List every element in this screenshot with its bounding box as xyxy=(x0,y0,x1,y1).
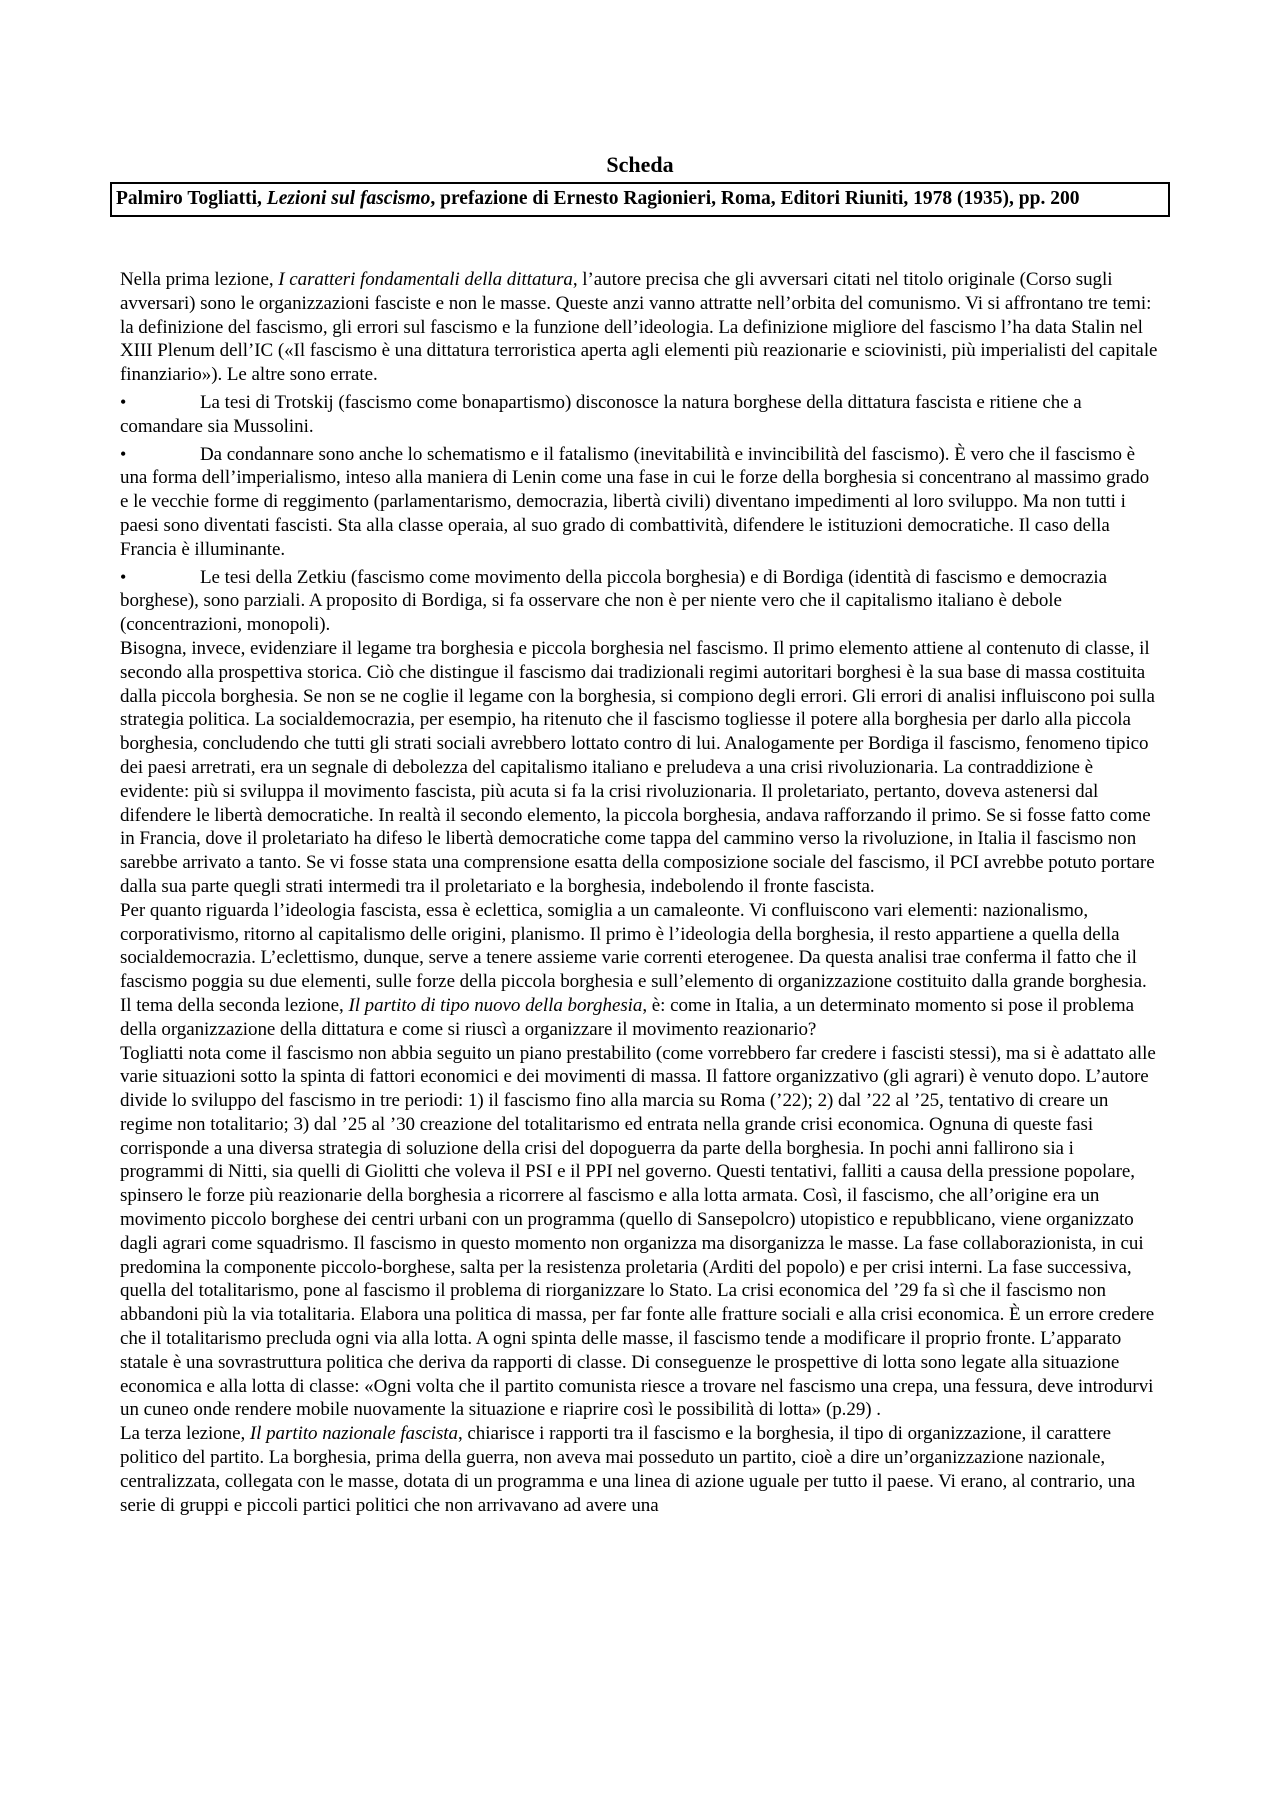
document-body xyxy=(120,268,1160,1517)
paragraph-first-lesson xyxy=(120,268,1160,387)
paragraph-text: La terza lezione, xyxy=(120,1423,250,1445)
paragraph-periods: Togliatti nota come il fascismo non abbia seguito un piano prestabilito (come vorrebbero far credere i fascisti stessi), ma si è adattato alle varie situazioni sotto la spinta di fattori economici e dei movimenti di massa. Il fattore organizzativo (gli agrari) è venuto dopo. L’autore divide lo sviluppo del fascismo in tre periodi: 1) il fascismo fino alla marcia su Roma (’22); 2) dal ’22 al ’25, tentativo di creare un regime non totalitario; 3) dal ’25 al ’30 creazione del totalitarismo ed entrata nella grande crisi economica. Ognuna di queste fasi corrisponde a una diversa strategia di soluzione della crisi del dopoguerra da parte della borghesia. In pochi anni fallirono sia i programmi di Nitti, sia quelli di Giolitti che voleva il PSI e il PPI nel governo. Questi tentativi, falliti a causa della pressione popolare, spinsero le forze più reazionarie della borghesia a ricorrere al fascismo e alla lotta armata. Così, il fascismo, che all’origine era un movimento piccolo borghese dei centri urbani con un programma (quello di Sansepolcro) utopistico e repubblicano, viene organizzato dagli agrari come squadrismo. Il fascismo in questo momento non organizza ma disorganizza le masse. La fase collaborazionista, in cui predomina la componente piccolo-borghese, salta per la resistenza proletaria (Arditi del popolo) e per crisi interni. La fase successiva, quella del totalitarismo, pone al fascismo il problema di riorganizzare lo Stato. La crisi economica del ’29 fa sì che il fascismo non abbandoni più la via totalitaria. Elabora una politica di massa, per far fonte alle fratture sociali e alla crisi economica. È un errore credere che il totalitarismo precluda ogni via alla lotta. A ogni spinta delle masse, il fascismo tende a modificare il proprio fronte. L’apparato statale è una sovrastruttura politica che deriva da rapporti di classe. Di conseguenze le prospettive di lotta sono legate alla situazione economica e alla lotta di classe: «Ogni volta che il partito comunista riesce a trovare nel fascismo una crepa, una fessura, deve introdurvi un cuneo onde rendere mobile nuovamente la situazione e riaprire così le possibilità di lotta» (p.29) . xyxy=(120,1042,1156,1421)
paragraph-class-analysis: Bisogna, invece, evidenziare il legame tra borghesia e piccola borghesia nel fascismo. Il primo elemento attiene al contenuto di classe, il secondo alla prospettiva storica. Ciò che distingue il fascismo dai tradizionali regimi autoritari borghesi è la sua base di massa costituita dalla piccola borghesia. Se non se ne coglie il legame con la borghesia, si compiono degli errori. Gli errori di analisi influiscono poi sulla strategia politica. La socialdemocrazia, per esempio, ha ritenuto che il fascismo togliesse il potere alla borghesia per darlo alla piccola borghesia, concludendo che tutti gli strati sociali avrebbero lottato contro di lui. Analogamente per Bordiga il fascismo, fenomeno tipico dei paesi arretrati, era un segnale di debolezza del capitalismo italiano e preludeva a una crisi rivoluzionaria. La contraddizione è evidente: più si sviluppa il movimento fascista, più acuta si fa la crisi rivoluzionaria. Il proletariato, pertanto, doveva astenersi dal difendere le libertà democratiche. In realtà il secondo elemento, la piccola borghesia, andava rafforzando il primo. Se si fosse fatto come in Francia, dove il proletariato ha difeso le libertà democratiche come tappa del cammino verso la rivoluzione, in Italia il fascismo non sarebbe arrivato a tanto. Se vi fosse stata una comprensione esatta della composizione sociale del fascismo, il PCI avrebbe potuto portare dalla sua parte quegli strati intermedi tra il proletariato e la borghesia, indebolendo il fronte fascista. xyxy=(120,637,1155,897)
reference-details: , prefazione di Ernesto Ragionieri, Roma, Editori Riuniti, 1978 (1935), pp. 200 xyxy=(430,188,1080,209)
lesson-title: I caratteri fondamentali della dittatura xyxy=(278,269,573,290)
paragraph-text: , l’autore precisa che gli avversari citati nel titolo originale (Corso sugli avversari) sono le organizzazioni fasciste e non le masse. Queste anzi vanno attratte nell’orbita del comunismo. Vi si affrontano tre temi: la definizione del fascismo, gli errori sul fascismo e la funzione dell’ideologia. La definizione migliore del fascismo l’ha data Stalin nel XIII Plenum dell’IC («Il fascismo è una dittatura terroristica aperta agli elementi più reazionarie e sciovinisti, più imperialisti del capitale finanziario»). Le altre sono errate. xyxy=(120,269,1158,386)
bullet-item xyxy=(120,391,1160,439)
paragraph-second-lesson xyxy=(120,994,1160,1042)
paragraph-ideology: Per quanto riguarda l’ideologia fascista, essa è eclettica, somiglia a un camaleonte. Vi confluiscono vari elementi: nazionalismo, corporativismo, ritorno al capitalismo delle origini, planismo. Il primo è l’ideologia della borghesia, il resto appartiene a quella della socialdemocrazia. L’eclettismo, dunque, serve a tenere assieme varie correnti eterogenee. Da questa analisi trae conferma il fatto che il fascismo poggia su due elementi, sulle forze della piccola borghesia e sull’elemento di organizzazione costituito dalla grande borghesia. xyxy=(120,899,1147,993)
bullet-icon: • xyxy=(120,391,127,412)
reference-author: Palmiro Togliatti, xyxy=(116,188,267,209)
bullet-icon: • xyxy=(120,566,127,587)
lesson-title: Il partito di tipo nuovo della borghesia xyxy=(348,994,643,1016)
bullet-icon: • xyxy=(120,443,127,464)
bullet-item xyxy=(120,566,1160,637)
bullet-text: Le tesi della Zetkiu (fascismo come movimento della piccola borghesia) e di Bordiga (identità di fascismo e democrazia borghese), sono parziali. A proposito di Bordiga, si fa osservare che non è per niente vero che il capitalismo italiano è debole (concentrazioni, monopoli). xyxy=(120,566,1108,636)
lesson-title: Il partito nazionale fascista xyxy=(249,1423,458,1445)
reference-book-title: Lezioni sul fascismo xyxy=(266,188,431,209)
paragraph-text: Il tema della seconda lezione, xyxy=(120,994,349,1016)
bibliographic-reference xyxy=(110,182,1170,217)
paragraph-text: , è: come in Italia, a un determinato momento si pose il problema della organizzazione della dittatura e come si riuscì a organizzare il movimento reazionario? xyxy=(120,994,1135,1040)
paragraph-text: Nella prima lezione, xyxy=(120,269,279,290)
bullet-item xyxy=(120,443,1160,562)
paragraph-text: , chiarisce i rapporti tra il fascismo e la borghesia, il tipo di organizzazione, il carattere politico del partito. La borghesia, prima della guerra, non aveva mai posseduto un partito, cioè a dire un’organizzazione nazionale, centralizzata, collegata con le masse, dotata di un programma e una linea di azione uguale per tutto il paese. Vi erano, al contrario, una serie di gruppi e piccoli partici politici che non arrivavano ad avere una xyxy=(120,1423,1136,1516)
document-title: Scheda xyxy=(606,152,674,177)
bullet-text: La tesi di Trotskij (fascismo come bonapartismo) disconosce la natura borghese della dittatura fascista e ritiene che a comandare sia Mussolini. xyxy=(120,391,1082,437)
bullet-text: Da condannare sono anche lo schematismo e il fatalismo (inevitabilità e invincibilità del fascismo). È vero che il fascismo è una forma dell’imperialismo, inteso alla maniera di Lenin come una fase in cui le forze della borghesia si concentrano al massimo grado e le vecchie forme di reggimento (parlamentarismo, democrazia, libertà civili) diventano impedimenti al loro sviluppo. Ma non tutti i paesi sono diventati fascisti. Sta alla classe operaia, al suo grado di combattività, difendere le istituzioni democratiche. Il caso della Francia è illuminante. xyxy=(120,443,1150,560)
paragraph-third-lesson xyxy=(120,1422,1160,1517)
